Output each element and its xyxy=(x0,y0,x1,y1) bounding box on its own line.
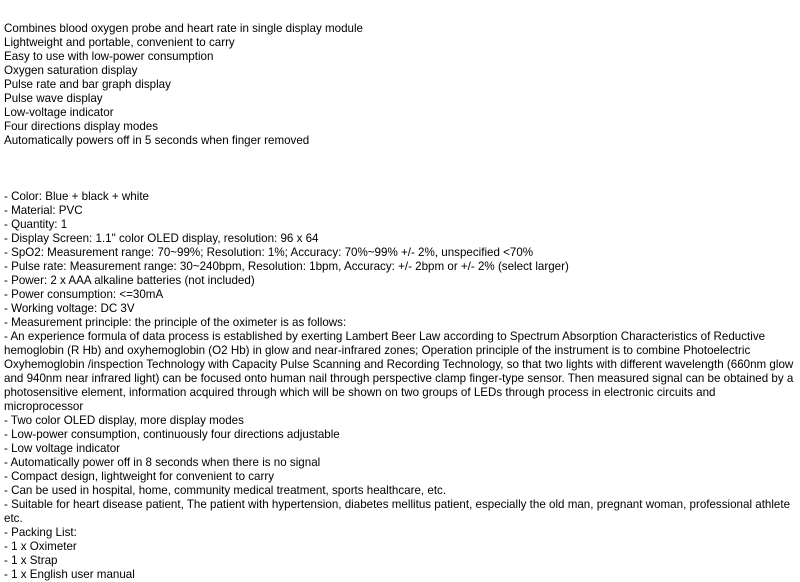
spec-line: - Quantity: 1 xyxy=(4,218,68,231)
feature-line: Combines blood oxygen probe and heart rate in single display module xyxy=(4,22,363,35)
suitable-for-paragraph: - Suitable for heart disease patient, The patient with hypertension, diabetes mellitus patient, especially the old man, pregnant woman, professional athlete etc. xyxy=(4,498,791,525)
feature-line: Automatically powers off in 5 seconds when finger removed xyxy=(4,134,310,147)
spec-line: - Can be used in hospital, home, community medical treatment, sports healthcare, etc. xyxy=(4,484,447,497)
spec-line: - Pulse rate: Measurement range: 30~240bpm, Resolution: 1bpm, Accuracy: +/- 2bpm or +/- 2% (select larger) xyxy=(4,260,569,273)
spec-line: - Low voltage indicator xyxy=(4,442,120,455)
feature-line: Pulse wave display xyxy=(4,92,103,105)
spec-line: - Low-power consumption, continuously four directions adjustable xyxy=(4,428,340,441)
product-description xyxy=(4,22,796,582)
spec-line: - Two color OLED display, more display modes xyxy=(4,414,244,427)
spec-line: - Power consumption: <=30mA xyxy=(4,288,164,301)
feature-line: Pulse rate and bar graph display xyxy=(4,78,171,91)
feature-line: Oxygen saturation display xyxy=(4,64,138,77)
spec-line: - Compact design, lightweight for convenient to carry xyxy=(4,470,275,483)
spec-line: - Automatically power off in 8 seconds when there is no signal xyxy=(4,456,321,469)
specification-list xyxy=(4,190,796,582)
feature-line: Lightweight and portable, convenient to carry xyxy=(4,36,235,49)
feature-line: Four directions display modes xyxy=(4,120,159,133)
spec-line: - SpO2: Measurement range: 70~99%; Resolution: 1%; Accuracy: 70%~99% +/- 2%, unspecified <70% xyxy=(4,246,534,259)
packing-list-item: - 1 x Oximeter xyxy=(4,540,77,553)
spec-line: - Material: PVC xyxy=(4,204,83,217)
spec-line: - Color: Blue + black + white xyxy=(4,190,149,203)
packing-list-heading: - Packing List: xyxy=(4,526,77,539)
measurement-principle-paragraph: - An experience formula of data process is established by exerting Lambert Beer Law according to Spectrum Absorption Characteristics of Reductive hemoglobin (R Hb) and oxyhemoglobin (O2 Hb) in glow and near-infrared zones; Operation principle of the instrument is to combine Photoelectric Oxyhemoglobin /inspection Technology with Capacity Pulse Scanning and Recording Technology, so that two lights with different wavelength (660nm glow and 940nm near infrared light) can be focused onto human nail through perspective clamp finger-type sensor. Then measured signal can be obtained by a photosensitive element, information acquired through which will be shown on two groups of LEDs through process in electronic circuits and microprocessor xyxy=(4,330,794,413)
feature-line: Easy to use with low-power consumption xyxy=(4,50,214,63)
feature-line: Low-voltage indicator xyxy=(4,106,114,119)
packing-list-item: - 1 x English user manual xyxy=(4,568,135,581)
spec-line: - Display Screen: 1.1" color OLED display, resolution: 96 x 64 xyxy=(4,232,319,245)
spec-line: - Measurement principle: the principle of the oximeter is as follows: xyxy=(4,316,347,329)
spec-line: - Working voltage: DC 3V xyxy=(4,302,135,315)
feature-list xyxy=(4,22,796,148)
packing-list-item: - 1 x Strap xyxy=(4,554,58,567)
spec-line: - Power: 2 x AAA alkaline batteries (not included) xyxy=(4,274,255,287)
